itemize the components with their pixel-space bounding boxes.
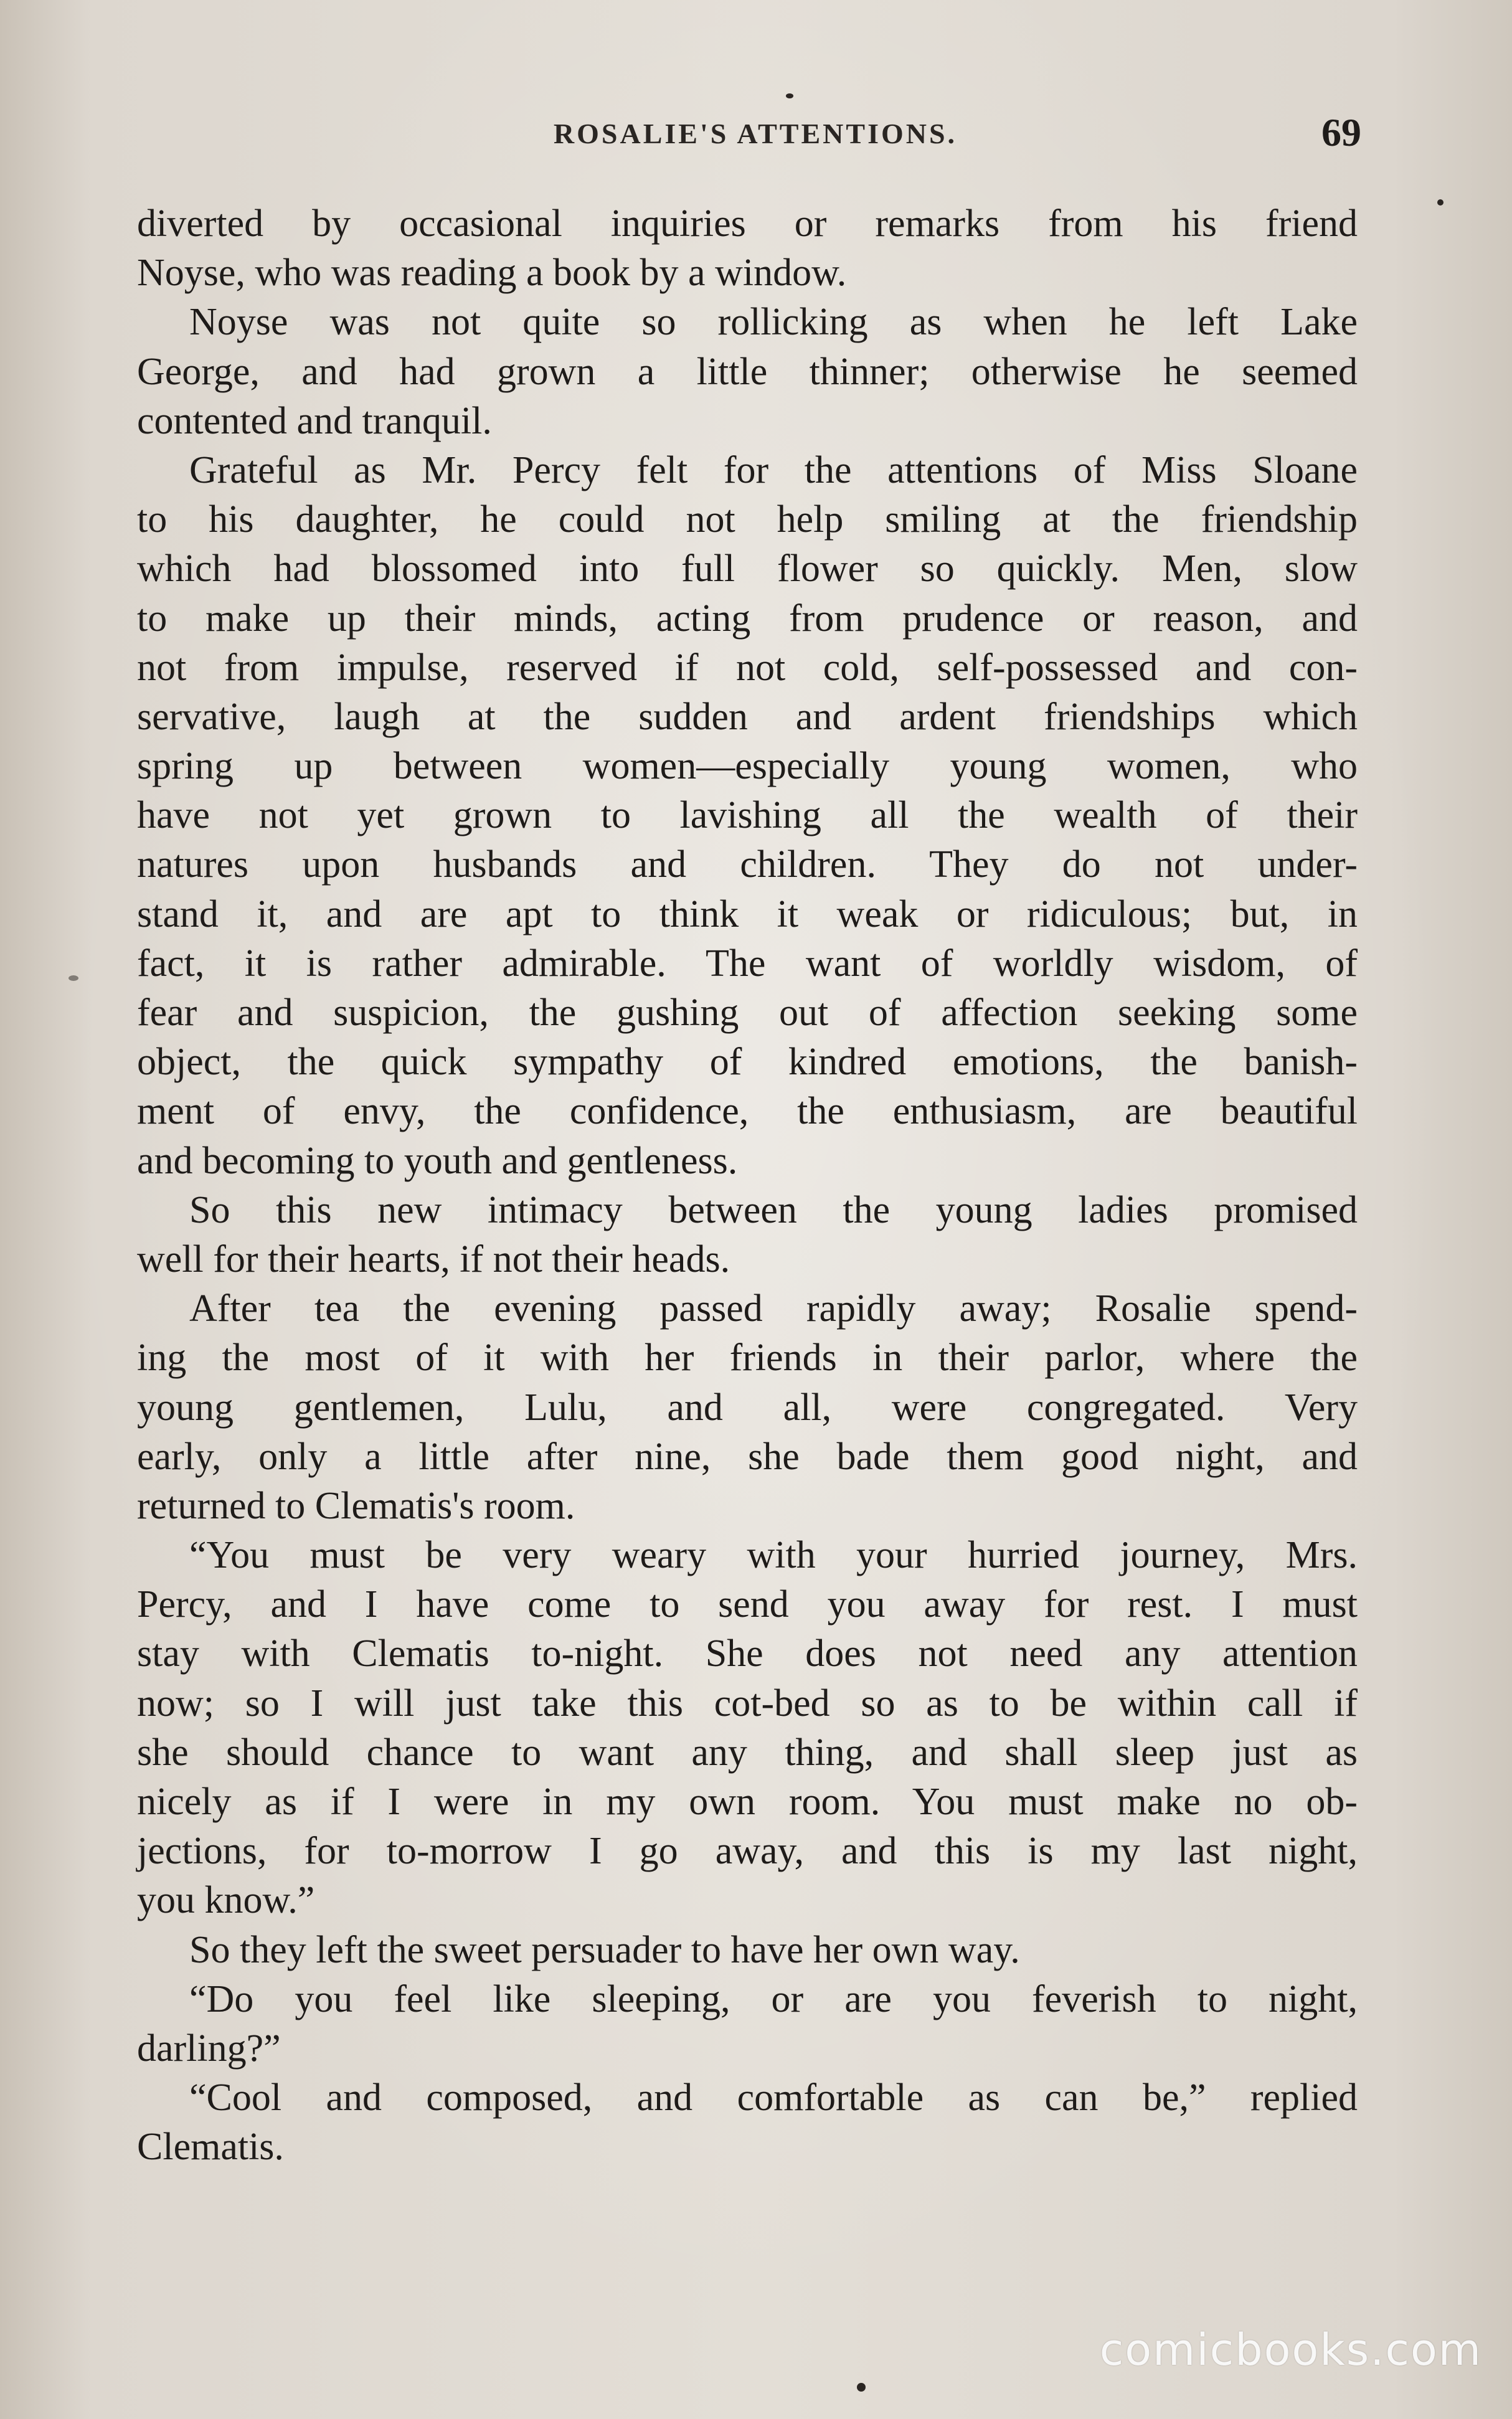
page-header [149,106,1361,162]
text-line: nicely as if I were in my own room. You must make no ob- [137,1781,1358,1823]
text-line: to make up their minds, acting from prudence or reason, and [137,597,1358,640]
watermark: comicbooks.com [1099,2324,1482,2375]
text-line: spring up between women—especially young women, who [137,745,1358,788]
text-line: you know.” [137,1879,315,1922]
text-line: early, only a little after nine, she bade them good night, and [137,1435,1358,1478]
text-line: returned to Clematis's room. [137,1484,575,1527]
text-line: jections, for to-morrow I go away, and this is my last night, [137,1830,1358,1873]
text-line: ing the most of it with her friends in their parlor, where the [137,1337,1358,1380]
text-line: have not yet grown to lavishing all the wealth of their [137,794,1358,837]
text-line: which had blossomed into full flower so quickly. Men, slow [137,547,1358,590]
text-line: diverted by occasional inquiries or remarks from his friend [137,202,1358,245]
text-line: “You must be very weary with your hurried journey, Mrs. [189,1534,1358,1577]
text-line: well for their hearts, if not their heads. [137,1238,730,1281]
running-title: ROSALIE'S ATTENTIONS. [553,118,958,149]
text-line: So this new intimacy between the young ladies promised [189,1188,1358,1231]
text-line: fear and suspicion, the gushing out of affection seeking some [137,992,1358,1034]
ink-speck [786,93,793,98]
text-line: object, the quick sympathy of kindred emotions, the banish- [137,1041,1358,1084]
text-line: and becoming to youth and gentleness. [137,1139,738,1182]
text-line: now; so I will just take this cot-bed so as to be within call if [137,1682,1358,1725]
text-line: “Do you feel like sleeping, or are you feverish to night, [189,1977,1358,2020]
text-line: So they left the sweet persuader to have her own way. [189,1928,1020,1971]
body-text [137,199,1358,2172]
text-line: fact, it is rather admirable. The want of worldly wisdom, of [137,942,1358,985]
text-line: not from impulse, reserved if not cold, self-possessed and con- [137,646,1358,689]
text-line: Clematis. [137,2126,284,2169]
page-number: 69 [1321,110,1361,154]
text-line: young gentlemen, Lulu, and all, were congregated. Very [137,1386,1358,1429]
text-line: Noyse, who was reading a book by a window. [137,252,847,295]
text-line: natures upon husbands and children. They do not under- [137,843,1358,886]
text-line: darling?” [137,2027,281,2070]
text-line: Grateful as Mr. Percy felt for the attentions of Miss Sloane [189,448,1358,491]
text-line: After tea the evening passed rapidly away; Rosalie spend- [189,1287,1358,1330]
text-line: Percy, and I have come to send you away for rest. I must [137,1583,1358,1626]
text-line: servative, laugh at the sudden and ardent friendships which [137,695,1358,738]
ink-speck [69,975,78,981]
text-line: stay with Clematis to-night. She does not need any attention [137,1632,1358,1675]
ink-speck [1437,199,1443,206]
text-line: Noyse was not quite so rollicking as when he left Lake [189,301,1358,344]
text-line: George, and had grown a little thinner; otherwise he seemed [137,350,1358,393]
ink-speck [857,2383,866,2392]
text-line: to his daughter, he could not help smiling at the friendship [137,498,1358,541]
text-line: contented and tranquil. [137,399,492,442]
text-line: stand it, and are apt to think it weak or ridiculous; but, in [137,892,1358,935]
text-line: “Cool and composed, and comfortable as can be,” replied [189,2076,1358,2119]
text-line: she should chance to want any thing, and shall sleep just as [137,1731,1358,1774]
text-line: ment of envy, the confidence, the enthusiasm, are beautiful [137,1090,1358,1133]
